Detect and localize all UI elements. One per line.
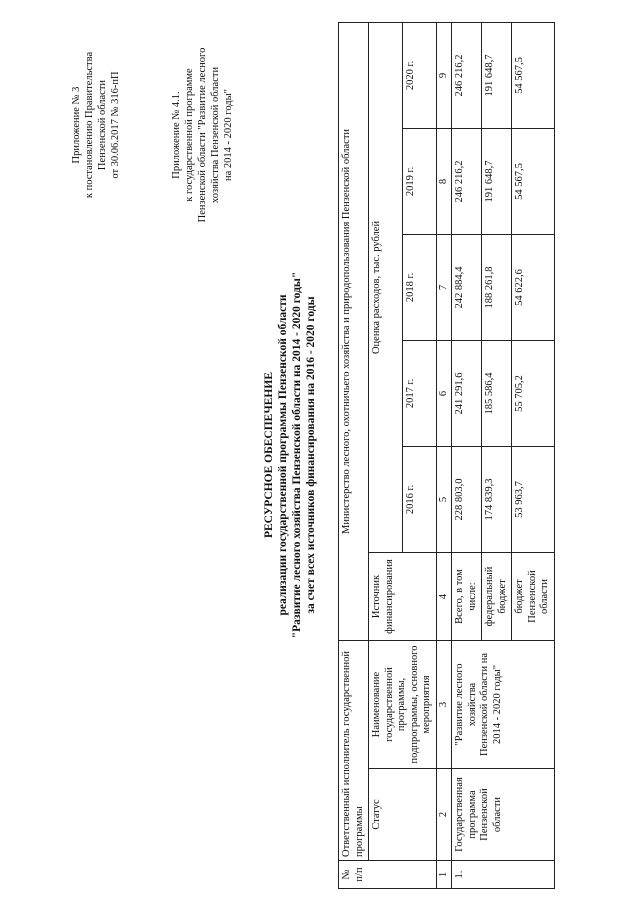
appendix-3-line: Приложение № 3 — [71, 86, 82, 164]
column-number: 9 — [436, 22, 452, 128]
appendix-4-1-line: хозяйства Пензенской области — [210, 66, 221, 204]
header-estimate: Оценка расходов, тыс. рублей — [369, 22, 403, 552]
header-year: 2018 г. — [402, 234, 436, 340]
header-year: 2019 г. — [402, 128, 436, 234]
appendix-4-1-line: на 2014 - 2020 годы" — [223, 89, 234, 181]
value-cell: 188 261,8 — [482, 234, 512, 340]
appendix-3-caption — [70, 25, 122, 225]
value-cell: 185 586,4 — [482, 340, 512, 446]
column-number-row — [436, 22, 452, 888]
value-cell: 54 622,6 — [512, 234, 555, 340]
value-cell: 53 963,7 — [512, 446, 555, 552]
resource-table — [338, 22, 555, 889]
column-number: 8 — [436, 128, 452, 234]
title-line: реализации государственной программы Пензенской области — [277, 294, 289, 616]
value-cell: 246 216,2 — [452, 128, 482, 234]
header-status: Статус — [369, 769, 437, 861]
source-label: Всего, в том числе: — [452, 552, 482, 640]
value-cell: 54 567,5 — [512, 22, 555, 128]
appendix-4-1-caption — [170, 25, 235, 245]
header-year: 2017 г. — [402, 340, 436, 446]
column-number: 6 — [436, 340, 452, 446]
header-name: Наименование государственной программы, подпрограммы, основного мероприятия — [369, 640, 437, 768]
value-cell: 242 884,4 — [452, 234, 482, 340]
header-source: Источник финансирования — [369, 552, 437, 640]
program-name-line: "Развитие лесного хозяйства — [454, 663, 478, 746]
row-number: 1. — [452, 861, 555, 889]
column-number: 7 — [436, 234, 452, 340]
value-cell: 228 803,0 — [452, 446, 482, 552]
value-cell: 54 567,5 — [512, 128, 555, 234]
appendix-4-1-line: к государственной программе — [184, 68, 195, 202]
column-number: 2 — [436, 769, 452, 861]
header-year: 2016 г. — [402, 446, 436, 552]
row-program-name — [452, 640, 555, 768]
column-number: 4 — [436, 552, 452, 640]
table-header-row — [339, 22, 369, 888]
source-label: бюджет Пензенской области — [512, 552, 555, 640]
title-main: РЕСУРСНОЕ ОБЕСПЕЧЕНИЕ — [263, 372, 275, 539]
header-ministry: Министерство лесного, охотничьего хозяйства и природопользования Пензенской области — [339, 22, 369, 640]
value-cell: 174 839,3 — [482, 446, 512, 552]
header-year: 2020 г. — [402, 22, 436, 128]
table-row — [452, 22, 482, 888]
header-executor: Ответственный исполнитель государственной программы — [339, 640, 369, 860]
title-line: "Развитие лесного хозяйства Пензенской области на 2014 - 2020 годы" — [291, 271, 303, 639]
document-title — [262, 155, 318, 755]
title-line: за счет всех источников финансирования на 2016 - 2020 годы — [305, 296, 317, 614]
appendix-4-1-line: Пензенской области "Развитие лесного — [197, 47, 208, 223]
appendix-3-line: к постановлению Правительства — [84, 51, 95, 199]
value-cell: 191 648,7 — [482, 128, 512, 234]
program-name-line: Пензенской области на 2014 - 2020 годы" — [479, 652, 503, 757]
column-number: 3 — [436, 640, 452, 768]
value-cell: 241 291,6 — [452, 340, 482, 446]
table-header-row — [369, 22, 403, 888]
value-cell: 191 648,7 — [482, 22, 512, 128]
column-number: 1 — [436, 861, 452, 889]
appendix-3-line: Пензенской области — [97, 79, 108, 171]
value-cell: 246 216,2 — [452, 22, 482, 128]
appendix-4-1-line: Приложение № 4.1. — [171, 91, 182, 179]
appendix-3-line: от 30.06.2017 № 316-пП — [110, 71, 121, 179]
column-number: 5 — [436, 446, 452, 552]
row-status: Государственная программа Пензенской области — [452, 769, 555, 861]
source-label: федеральный бюджет — [482, 552, 512, 640]
header-num: № п/п — [339, 861, 437, 889]
value-cell: 55 705,2 — [512, 340, 555, 446]
